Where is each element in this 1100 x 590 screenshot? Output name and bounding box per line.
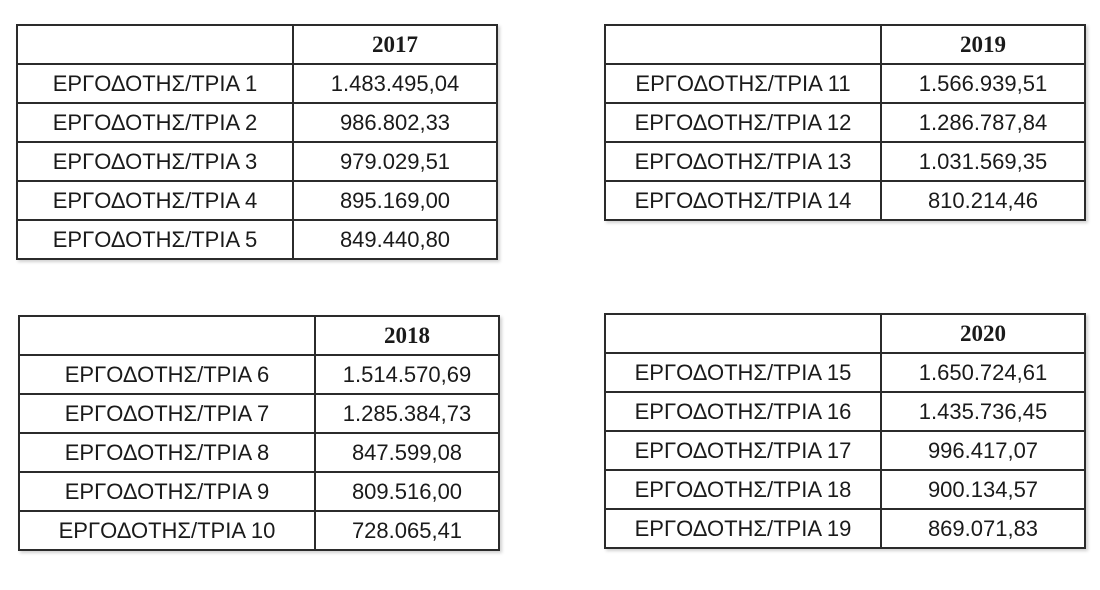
amount-cell: 728.065,41	[315, 511, 499, 550]
header-blank-cell	[605, 25, 881, 64]
amount-cell: 1.650.724,61	[881, 353, 1085, 392]
table-row	[17, 220, 497, 259]
table-header-row	[605, 314, 1085, 353]
employer-cell: ΕΡΓΟΔΟΤΗΣ/ΤΡΙΑ 3	[17, 142, 293, 181]
table-row	[605, 470, 1085, 509]
employer-cell: ΕΡΓΟΔΟΤΗΣ/ΤΡΙΑ 11	[605, 64, 881, 103]
employer-cell: ΕΡΓΟΔΟΤΗΣ/ΤΡΙΑ 9	[19, 472, 315, 511]
table-row	[605, 103, 1085, 142]
amount-cell: 979.029,51	[293, 142, 497, 181]
employer-cell: ΕΡΓΟΔΟΤΗΣ/ΤΡΙΑ 10	[19, 511, 315, 550]
amount-cell: 1.566.939,51	[881, 64, 1085, 103]
employer-cell: ΕΡΓΟΔΟΤΗΣ/ΤΡΙΑ 6	[19, 355, 315, 394]
amount-cell: 1.483.495,04	[293, 64, 497, 103]
table-row	[17, 142, 497, 181]
table-2017	[16, 24, 498, 260]
table-row	[605, 509, 1085, 548]
employer-cell: ΕΡΓΟΔΟΤΗΣ/ΤΡΙΑ 8	[19, 433, 315, 472]
table-row	[19, 355, 499, 394]
table-2020	[604, 313, 1086, 549]
amount-cell: 1.031.569,35	[881, 142, 1085, 181]
table-row	[605, 431, 1085, 470]
table-row	[19, 511, 499, 550]
table-row	[17, 181, 497, 220]
table-header-row	[17, 25, 497, 64]
table-row	[605, 64, 1085, 103]
employer-cell: ΕΡΓΟΔΟΤΗΣ/ΤΡΙΑ 15	[605, 353, 881, 392]
amount-cell: 1.514.570,69	[315, 355, 499, 394]
table-row	[17, 103, 497, 142]
employer-cell: ΕΡΓΟΔΟΤΗΣ/ΤΡΙΑ 19	[605, 509, 881, 548]
employer-cell: ΕΡΓΟΔΟΤΗΣ/ΤΡΙΑ 13	[605, 142, 881, 181]
amount-cell: 809.516,00	[315, 472, 499, 511]
amount-cell: 986.802,33	[293, 103, 497, 142]
amount-cell: 810.214,46	[881, 181, 1085, 220]
year-header: 2019	[881, 25, 1085, 64]
employer-cell: ΕΡΓΟΔΟΤΗΣ/ΤΡΙΑ 4	[17, 181, 293, 220]
employer-cell: ΕΡΓΟΔΟΤΗΣ/ΤΡΙΑ 2	[17, 103, 293, 142]
header-blank-cell	[17, 25, 293, 64]
amount-cell: 996.417,07	[881, 431, 1085, 470]
table-row	[605, 142, 1085, 181]
employer-cell: ΕΡΓΟΔΟΤΗΣ/ΤΡΙΑ 17	[605, 431, 881, 470]
amount-cell: 869.071,83	[881, 509, 1085, 548]
table-row	[605, 392, 1085, 431]
table-row	[19, 472, 499, 511]
header-blank-cell	[605, 314, 881, 353]
amount-cell: 1.285.384,73	[315, 394, 499, 433]
employer-cell: ΕΡΓΟΔΟΤΗΣ/ΤΡΙΑ 1	[17, 64, 293, 103]
table-row	[605, 353, 1085, 392]
table-2018	[18, 315, 500, 551]
amount-cell: 895.169,00	[293, 181, 497, 220]
amount-cell: 849.440,80	[293, 220, 497, 259]
table-header-row	[605, 25, 1085, 64]
year-header: 2018	[315, 316, 499, 355]
table-row	[19, 433, 499, 472]
amount-cell: 1.435.736,45	[881, 392, 1085, 431]
employer-cell: ΕΡΓΟΔΟΤΗΣ/ΤΡΙΑ 7	[19, 394, 315, 433]
employer-cell: ΕΡΓΟΔΟΤΗΣ/ΤΡΙΑ 5	[17, 220, 293, 259]
table-header-row	[19, 316, 499, 355]
table-row	[17, 64, 497, 103]
table-2019	[604, 24, 1086, 221]
amount-cell: 847.599,08	[315, 433, 499, 472]
amount-cell: 1.286.787,84	[881, 103, 1085, 142]
table-row	[19, 394, 499, 433]
employer-cell: ΕΡΓΟΔΟΤΗΣ/ΤΡΙΑ 18	[605, 470, 881, 509]
year-header: 2020	[881, 314, 1085, 353]
employer-cell: ΕΡΓΟΔΟΤΗΣ/ΤΡΙΑ 14	[605, 181, 881, 220]
employer-cell: ΕΡΓΟΔΟΤΗΣ/ΤΡΙΑ 12	[605, 103, 881, 142]
amount-cell: 900.134,57	[881, 470, 1085, 509]
employer-cell: ΕΡΓΟΔΟΤΗΣ/ΤΡΙΑ 16	[605, 392, 881, 431]
header-blank-cell	[19, 316, 315, 355]
year-header: 2017	[293, 25, 497, 64]
table-row	[605, 181, 1085, 220]
